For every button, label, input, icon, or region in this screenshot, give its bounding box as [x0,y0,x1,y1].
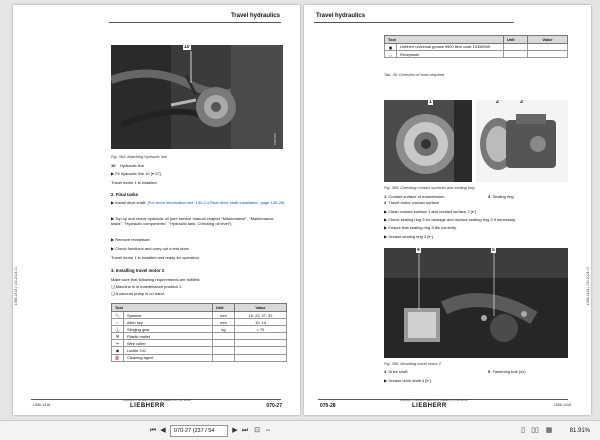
tools-table [384,35,568,58]
loctite-icon: ◉ [112,347,124,354]
slinging-gear-icon: ⚓ [112,326,124,333]
table-row: ⚒ Plastic mallet [112,333,287,340]
section-heading: 3. Installing travel motor 2 [111,268,165,273]
photo-transmission-surface [384,100,472,182]
receptacle-icon: ◡ [385,51,397,58]
result-text: Travel motor 1 is installed and ready for operation. [111,255,201,260]
table-row: ⌐ Allen key mm 10, 14 [112,319,287,326]
legend-item: 10 Hydraulic line [111,163,144,168]
requirements-text: Make sure that following requirements are fulfilled: [111,277,201,282]
footer-doc-id: L556-1418 [33,403,51,407]
step-fit: ▶ Fit hydraulic line 10 [⇤27]. [111,171,162,176]
grid-view-icon[interactable]: ▦ [545,427,553,434]
header-rule [314,22,514,23]
callout-3: 3 [520,100,523,105]
grease-icon: ▣ [385,44,397,51]
column-header: Value [235,304,287,312]
prev-page-button[interactable]: ◀ [160,427,166,434]
callout-4: 4 [417,248,420,253]
footer-copyright: copyright © Liebherr-Machinery (Dalian) Co. Ltd. 2019 [123,398,191,402]
mallet-icon: ⚒ [112,333,124,340]
header-rule [109,22,281,23]
step-seal: ▶ Check sealing ring 3 for damage and replace sealing ring 3 if necessary. [384,217,516,222]
table-caption: Tab. 36: Overview of tools required [384,72,445,77]
xref-link[interactable]: (For more information see: 130.2.4 Rear drive shaft installation, page 130-28) [147,200,285,205]
result-text: Travel motor 1 is installed. [111,180,158,185]
spanner-icon: 🔧 [112,312,124,319]
column-header: Unit [504,36,528,44]
two-page-icon[interactable]: ▯▯ [531,427,539,434]
fig-caption: Fig. 366: Mounting travel motor 2 [384,361,442,366]
next-page-button[interactable]: ▶ [232,427,238,434]
column-header: Tool [112,304,213,312]
callout-2: 2 [496,100,499,105]
zoom-level[interactable]: 81.91% [569,428,590,434]
callout-10: 10 [184,45,190,50]
fig-caption: Fig. 364: Attaching hydraulic line [111,154,168,159]
wire-cutter-icon: ✂ [112,340,124,347]
photo-travel-motor [476,100,568,182]
requirement-item: ❑ Machine is in maintenance position 1. [111,284,183,289]
tools-table [111,303,287,362]
table-row: ▣ Liebherr universal grease 9900 item code 10358949 [385,44,568,51]
page-number-input[interactable]: 070-27 (237 / 54 [170,425,228,437]
page-right [304,5,591,415]
step-ensure: ▶ Ensure that sealing ring 3 fits correctly. [384,225,457,230]
column-header: Value [528,36,568,44]
footer-doc-id: L556-1418 [553,403,571,407]
photo-mounting-motor [384,248,568,358]
single-page-icon[interactable]: ▯ [521,427,525,434]
page-number: 070-28 [320,403,336,409]
photo-code: E000000 [272,132,277,146]
step-install: ▶ Install drive shaft. (For more information see: 130.2.4 Rear drive shaft installation, page 130-28) [111,200,285,205]
step-topup: ▶ Top up and check hydraulic oil (see service manual chapter "Maintenance", "Maintenance tasks", "Hydraulic components", "Hydraulic tank: Checking oil level"). [111,216,274,227]
fit-page-icon[interactable]: ⊡ [254,427,260,434]
margin-note: L566-1418 | 130-2014-01 [14,266,18,305]
viewer-toolbar [0,420,600,440]
liebherr-logo: LIEBHERR [130,403,165,409]
step-grease-shaft: ▶ Grease drive shaft 4 [⇤]. [384,378,433,383]
footer-copyright: copyright © Liebherr-Machinery (Dalian) Co. Ltd. 2019 [400,398,468,402]
legend-item: 2 Travel motor contact surface [384,200,440,205]
callout-5: 5 [492,248,495,253]
step-check: ▶ Check functions and carry out a test drive. [111,246,190,251]
margin-note: L556-1418 | 130-2014-01 [586,266,590,305]
step-clean: ▶ Clean contact surface 1 and contact surface 2 [⇤]. [384,209,478,214]
legend-item: 1 Contact surface of transmission 3 Sealing ring [384,194,514,199]
page-number: 070-27 [266,403,282,409]
page-header: Travel hydraulics [316,13,366,19]
cleaning-agent-icon: ⛽ [112,354,124,361]
step-remove: ▶ Remove receptacle. [111,237,151,242]
column-header: Unit [213,304,235,312]
table-row: ⛽ Cleaning agent [112,354,287,361]
fig-caption: Fig. 365: Checking contact surfaces and sealing ring [384,185,475,190]
step-grease: ▶ Grease sealing ring 3 [⇤]. [384,234,435,239]
legend-item: 4 Drive shaft 5 Fastening bolt (4x) [384,369,526,374]
liebherr-logo: LIEBHERR [412,403,447,409]
page-header: Travel hydraulics [230,13,280,19]
table-row: ✂ Wire cutter [112,340,287,347]
requirement-item: ❑ A vacuum pump is on hand. [111,291,165,296]
table-row: 🔧 Spanner mm 19, 22, 27, 32 [112,312,287,319]
page-left [13,5,300,415]
table-row: ◉ Loctite 241 [112,347,287,354]
fit-width-icon[interactable]: ⇔ [264,427,272,434]
allen-key-icon: ⌐ [112,319,124,326]
callout-1: 1 [429,100,432,105]
table-row: ◡ Receptacle [385,51,568,58]
first-page-button[interactable]: ⏮ [149,427,157,434]
photo-hydraulic-line [111,45,283,149]
last-page-button[interactable]: ⏭ [241,427,249,434]
section-heading: 2. Final tasks [111,192,138,197]
column-header: Tool [385,36,504,44]
table-row: ⚓ Slinging gear kg > 70 [112,326,287,333]
